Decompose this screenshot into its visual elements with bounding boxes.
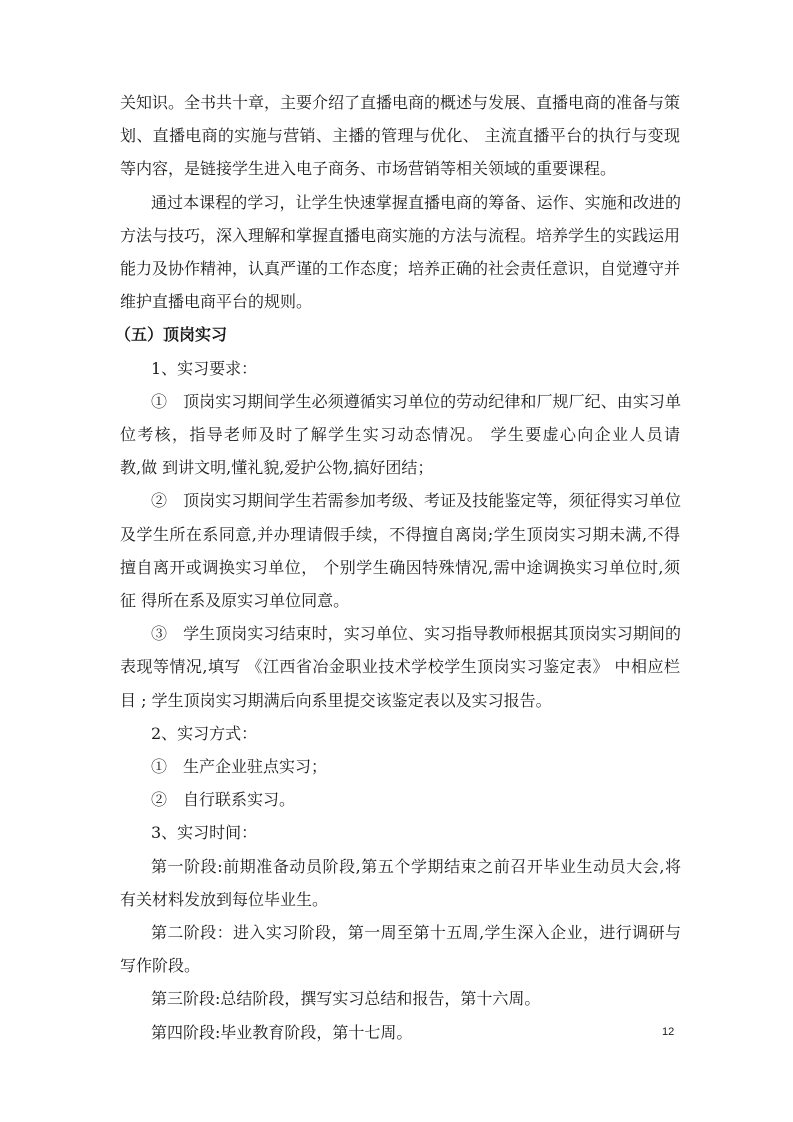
requirement-item-3-line: 目 ; 学生顶岗实习期满后向系里提交该鉴定表以及实习报告。 (120, 690, 552, 710)
requirement-item-2-line: 征 得所在系及原实习单位同意。 (120, 591, 350, 610)
requirement-item-3-line: 表现等情况,填写 《江西省冶金职业技术学校学生顶岗实习鉴定表》 中相应栏 (120, 657, 680, 677)
method-item: ② 自行联系实习。 (151, 790, 296, 810)
page-number: 12 (662, 1026, 675, 1038)
requirement-item-2-line: ② 顶岗实习期间学生若需参加考级、考证及技能鉴定等，须征得实习单位 (151, 491, 681, 511)
method-item: ① 生产企业驻点实习； (151, 757, 328, 776)
schedule-stage-3-line: 第三阶段:总结阶段，撰写实习总结和报告，第十六周。 (151, 989, 541, 1009)
course-objective-line: 方法与技巧，深入理解和掌握直播电商实施的方法与流程。培养学生的实践运用 (120, 225, 680, 245)
course-description-line: 等内容，是链接学生进入电子商务、市场营销等相关领域的重要课程。 (120, 159, 617, 179)
schedule-title: 3、实习时间： (151, 823, 258, 843)
course-description-line: 关知识。全书共十章，主要介绍了直播电商的概述与发展、直播电商的准备与策 (120, 93, 680, 112)
course-objective-line: 能力及协作精神，认真严谨的工作态度；培养正确的社会责任意识，自觉遵守并 (120, 259, 680, 278)
schedule-stage-2-line: 写作阶段。 (120, 956, 201, 976)
methods-title: 2、实习方式： (151, 723, 258, 743)
requirement-item-3-line: ③ 学生顶岗实习结束时，实习单位、实习指导教师根据其顶岗实习期间的 (151, 624, 681, 644)
schedule-stage-1-line: 第一阶段:前期准备动员阶段,第五个学期结束之前召开毕业生动员大会,将 (151, 856, 681, 876)
schedule-stage-2-line: 第二阶段：进入实习阶段，第一周至第十五周,学生深入企业，进行调研与 (151, 923, 681, 942)
schedule-stage-1-line: 有关材料发放到每位毕业生。 (120, 889, 329, 909)
requirements-title: 1、实习要求： (151, 358, 258, 378)
course-objective-line: 维护直播电商平台的规则。 (120, 292, 313, 312)
schedule-stage-4-line: 第四阶段:毕业教育阶段，第十七周。 (151, 1022, 413, 1042)
section-heading: （五）顶岗实习 (115, 325, 228, 345)
requirement-item-1-line: 教,做 到讲文明,懂礼貌,爱护公物,搞好团结； (120, 458, 434, 478)
course-description-line: 划、直播电商的实施与营销、主播的管理与优化、 主流直播平台的执行与变现 (120, 126, 680, 146)
requirement-item-2-line: 及学生所在系同意,并办理请假手续，不得擅自离岗;学生顶岗实习期未满,不得 (120, 524, 680, 544)
requirement-item-1-line: 位考核，指导老师及时了解学生实习动态情况。 学生要虚心向企业人员请 (120, 425, 680, 444)
requirement-item-2-line: 擅自离开或调换实习单位， 个别学生确因特殊情况,需中途调换实习单位时,须 (120, 557, 680, 577)
course-objective-line: 通过本课程的学习，让学生快速掌握直播电商的筹备、运作、实施和改进的 (151, 192, 681, 212)
requirement-item-1-line: ① 顶岗实习期间学生必须遵循实习单位的劳动纪律和厂规厂纪、由实习单 (151, 391, 681, 411)
